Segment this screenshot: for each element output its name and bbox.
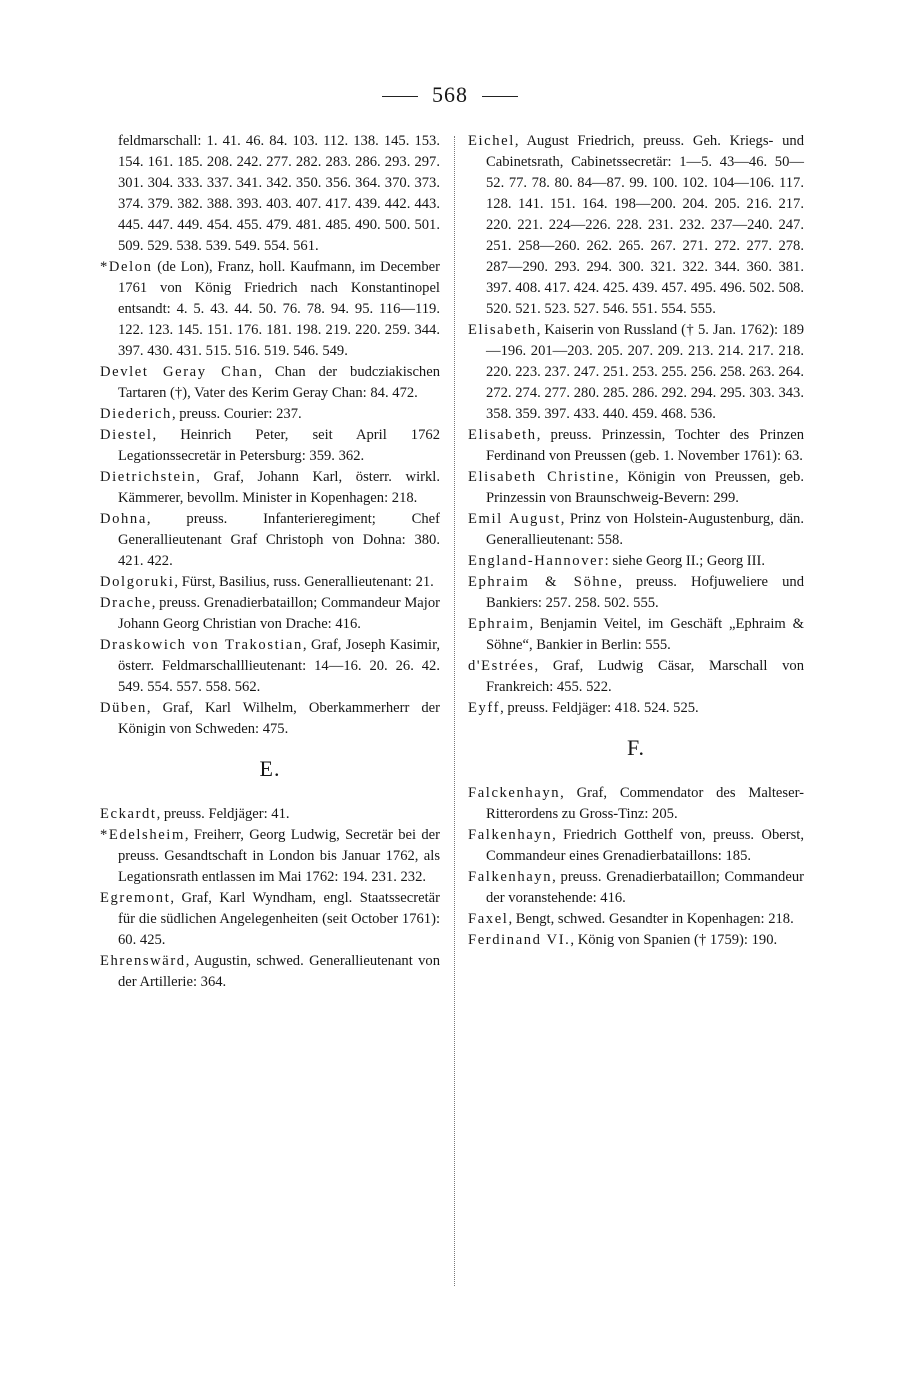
entry-text: , Königin von Preussen, geb. Prinzessin von Braunschweig-Bevern: 299.	[486, 469, 804, 506]
entry-head: Falckenhayn	[468, 785, 561, 801]
entry-text: , Graf, Ludwig Cäsar, Marschall von Frankreich: 455. 522.	[486, 658, 804, 695]
entry-head: *Edelsheim	[100, 827, 185, 843]
right-column	[468, 131, 804, 951]
column-divider	[454, 136, 455, 1286]
entry-text: , preuss. Feldjäger: 41.	[156, 806, 290, 822]
index-entry	[468, 867, 804, 909]
entry-head: Elisabeth	[468, 427, 537, 443]
entry-head: Devlet Geray Chan	[100, 364, 259, 380]
index-entry	[100, 404, 440, 425]
entry-head: Ephraim	[468, 616, 530, 632]
entry-text: , Friedrich Gotthelf von, preuss. Oberst, Commandeur eines Grenadierbataillons: 185.	[486, 827, 804, 864]
entry-head: Dietrichstein	[100, 469, 197, 485]
entry-text: , preuss. Grenadierbataillon; Commandeur Major Johann Georg Christian von Drache: 416.	[118, 595, 440, 632]
index-entry	[100, 825, 440, 888]
entry-text: , preuss. Infanterieregiment; Chef Generallieutenant Graf Christoph von Dohna: 380. 421. 422.	[118, 511, 440, 569]
index-entry	[100, 572, 440, 593]
header-rule-left	[382, 96, 418, 97]
entry-head: Diestel	[100, 427, 153, 443]
index-entry	[468, 614, 804, 656]
page-header	[0, 82, 900, 108]
entry-head: Elisabeth	[468, 322, 537, 338]
entry-text: , Benjamin Veitel, im Geschäft „Ephraim & Söhne“, Bankier in Berlin: 555.	[486, 616, 804, 653]
entry-head: Falkenhayn	[468, 869, 553, 885]
entry-head: Eyff	[468, 700, 501, 716]
index-entry	[100, 593, 440, 635]
entry-text: , Graf, Karl Wyndham, engl. Staatssecretär für die südlichen Angelegenheiten (seit October 1761): 60. 425.	[118, 890, 440, 948]
index-entry	[100, 257, 440, 362]
index-entry	[100, 635, 440, 698]
page-number: 568	[432, 82, 468, 107]
entry-text: , Graf, Karl Wilhelm, Oberkammerherr der Königin von Schweden: 475.	[118, 700, 440, 737]
entry-text: , preuss. Hofjuweliere und Bankiers: 257. 258. 502. 555.	[486, 574, 804, 611]
index-entry	[100, 467, 440, 509]
index-entry	[100, 888, 440, 951]
entry-head: Elisabeth Christine	[468, 469, 616, 485]
index-entry	[468, 425, 804, 467]
entry-text: , Prinz von Holstein-Augustenburg, dän. Generallieutenant: 558.	[486, 511, 805, 548]
entry-text: , Graf, Joseph Kasimir, österr. Feldmarschalllieutenant: 14—16. 20. 26. 42. 549. 554. 557. 558. 562.	[118, 637, 440, 695]
entry-text: , Heinrich Peter, seit April 1762 Legationssecretär in Petersburg: 359. 362.	[118, 427, 440, 464]
index-entry	[100, 951, 440, 993]
index-entry	[468, 467, 804, 509]
left-column	[100, 131, 440, 993]
index-entry	[468, 320, 804, 425]
entry-head: Diederich	[100, 406, 172, 422]
entry-text: , Kaiserin von Russland († 5. Jan. 1762): 189—196. 201—203. 205. 207. 209. 213. 214. 217. 218. 220. 223. 237. 247. 251. 253. 255. 256. 258. 263. 264. 272. 274. 277. 280. 285. 286. 292. 294. 295. 303. 343. 358. 359. 397. 433. 440. 459. 468. 536.	[486, 322, 804, 422]
entry-head: d'Estrées	[468, 658, 535, 674]
entry-head: Eichel	[468, 133, 515, 149]
entry-text: , preuss. Courier: 237.	[171, 406, 302, 422]
entry-head: Ferdinand VI.	[468, 932, 571, 948]
entry-head: England-Hannover	[468, 553, 605, 569]
entry-head: Dohna	[100, 511, 147, 527]
index-entry	[468, 930, 804, 951]
index-entry-continued	[100, 131, 440, 257]
index-entry	[100, 698, 440, 740]
index-entry	[468, 783, 804, 825]
index-entry	[100, 509, 440, 572]
entry-head: Emil August	[468, 511, 561, 527]
section-heading-f: F.	[627, 735, 645, 760]
index-entry	[468, 551, 804, 572]
entry-text: , Bengt, schwed. Gesandter in Kopenhagen: 218.	[508, 911, 794, 927]
entry-head: Drache	[100, 595, 152, 611]
section-heading-e: E.	[259, 756, 281, 781]
entry-text: , preuss. Prinzessin, Tochter des Prinzen Ferdinand von Preussen (geb. 1. November 1761): 63.	[486, 427, 804, 464]
entry-text: , preuss. Feldjäger: 418. 524. 525.	[500, 700, 699, 716]
entry-head: Ehrenswärd	[100, 953, 186, 969]
index-entry	[468, 825, 804, 867]
entry-text: , König von Spanien († 1759): 190.	[570, 932, 778, 948]
index-entry	[100, 362, 440, 404]
entry-text: , Graf, Johann Karl, österr. wirkl. Kämmerer, bevollm. Minister in Kopenhagen: 218.	[118, 469, 440, 506]
entry-text: , preuss. Grenadierbataillon; Commandeur der voranstehende: 416.	[486, 869, 804, 906]
entry-text: , Freiherr, Georg Ludwig, Secretär bei der preuss. Gesandtschaft in London bis Januar 1762, als Legationsrath entlassen im Mai 1762: 194. 231. 232.	[118, 827, 440, 885]
entry-head: Egremont	[100, 890, 171, 906]
index-entry	[468, 509, 804, 551]
entry-text: , Chan der budcziakischen Tartaren (†), Vater des Kerim Geray Chan: 84. 472.	[118, 364, 440, 401]
entry-head: Falkenhayn	[468, 827, 553, 843]
entry-text: , August Friedrich, preuss. Geh. Kriegs- und Cabinetsrath, Cabinetssecretär: 1—5. 43—46. 50—52. 77. 78. 80. 84—87. 99. 100. 102. 104—106. 117. 128. 141. 151. 164. 198—200. 204. 205. 216. 217. 220. 221. 224—226. 228. 231. 232. 237—240. 247. 251. 258—260. 262. 265. 267. 271. 272. 277. 278. 287—290. 293. 294. 300. 321. 322. 344. 360. 381. 397. 408. 417. 424. 425. 439. 457. 495. 496. 502. 508. 520. 521. 523. 527. 546. 551. 554. 555.	[486, 133, 804, 317]
entry-head: Eckardt	[100, 806, 157, 822]
entry-text: feldmarschall: 1. 41. 46. 84. 103. 112. 138. 145. 153. 154. 161. 185. 208. 242. 277. 282. 283. 286. 293. 297. 301. 304. 333. 337. 341. 342. 350. 356. 364. 370. 373. 374. 379. 382. 388. 393. 403. 407. 417. 439. 442. 443. 445. 447. 449. 454. 455. 479. 481. 485. 490. 500. 501. 509. 529. 538. 539. 549. 554. 561.	[118, 133, 440, 254]
index-entry	[468, 572, 804, 614]
entry-text: , Graf, Commendator des Malteser-Ritterordens zu Gross-Tinz: 205.	[486, 785, 804, 822]
index-entry	[100, 804, 440, 825]
entry-head: Faxel	[468, 911, 509, 927]
index-entry	[468, 698, 804, 719]
entry-text: , Augustin, schwed. Generallieutenant von der Artillerie: 364.	[118, 953, 440, 990]
entry-text: , Fürst, Basilius, russ. Generallieutenant: 21.	[174, 574, 434, 590]
entry-head: Ephraim & Söhne	[468, 574, 619, 590]
entry-text: : siehe Georg II.; Georg III.	[604, 553, 765, 569]
index-entry	[468, 909, 804, 930]
entry-head: *Delon	[100, 259, 153, 275]
entry-text: (de Lon), Franz, holl. Kaufmann, im December 1761 von König Friedrich nach Konstantinopel entsandt: 4. 5. 43. 44. 50. 76. 78. 94. 95. 116—119. 122. 123. 145. 151. 176. 181. 198. 219. 220. 259. 344. 397. 430. 431. 515. 516. 519. 546. 549.	[118, 259, 440, 359]
index-entry	[468, 656, 804, 698]
header-rule-right	[482, 96, 518, 97]
entry-head: Dolgoruki	[100, 574, 175, 590]
index-entry	[468, 131, 804, 320]
entry-head: Draskowich von Trakostian	[100, 637, 303, 653]
entry-head: Düben	[100, 700, 147, 716]
index-entry	[100, 425, 440, 467]
